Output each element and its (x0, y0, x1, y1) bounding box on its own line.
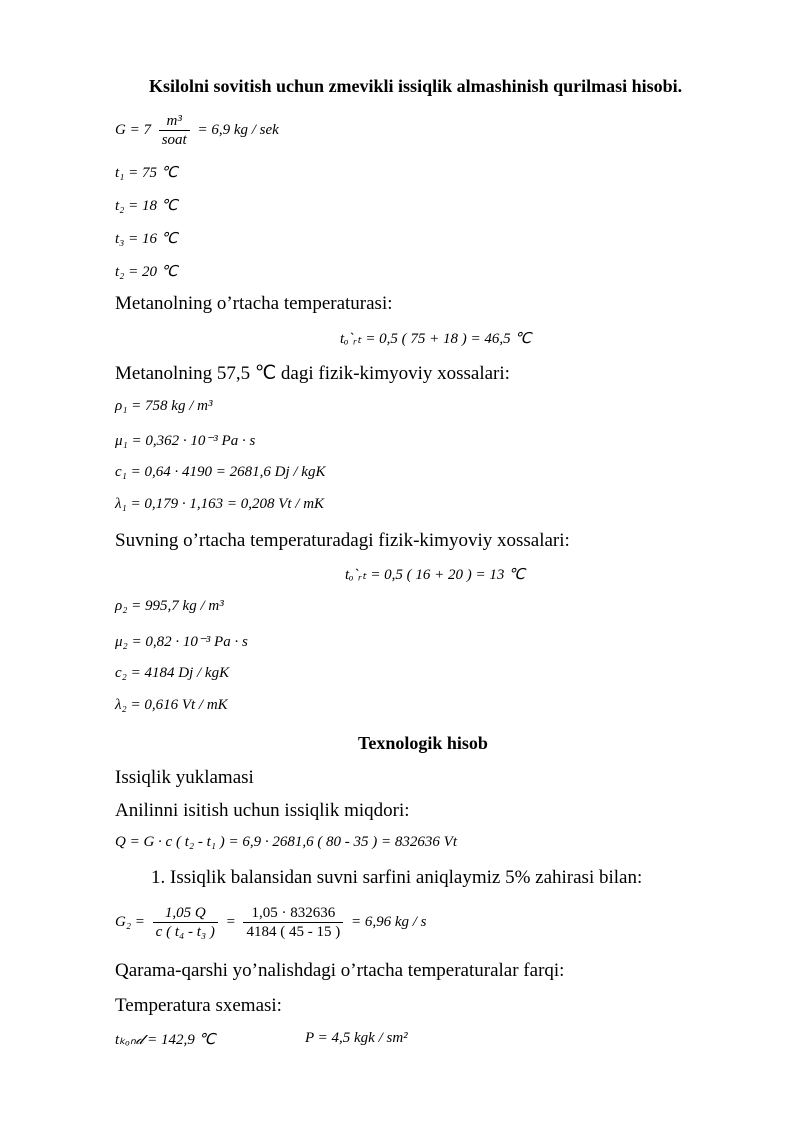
water-flow-rhs: = 6,96 kg / s (350, 913, 427, 930)
section-title: Texnologik hisob (358, 733, 488, 753)
flow-rate-denominator: soat (161, 132, 187, 148)
equation-rho1: ρ₁ = 758 kg / m³ (115, 398, 213, 414)
equation-t2-second: t₂ = 20 ℃ (115, 264, 178, 280)
flow-rate-lhs: G = 7 (115, 121, 151, 138)
aniline-heat-label: Anilinni isitish uchun issiqlik miqdori: (115, 800, 410, 821)
water-flow-denominator-1: c ( t₄ - t₃ ) (155, 924, 215, 940)
equation-lambda1: λ₁ = 0,179 · 1,163 = 0,208 Vt / mK (115, 496, 325, 512)
water-flow-lhs: G₂ = (115, 913, 145, 930)
document-title: Ksilolni sovitish uchun zmevikli issiqlik almashinish qurilmasi hisobi. (149, 76, 683, 96)
list-item-1: 1. Issiqlik balansidan suvni sarfini aniqlaymiz 5% zahirasi bilan: (151, 867, 643, 888)
equation-water-flow (115, 904, 427, 941)
equation-water-average: tₒ`ᵣₜ = 0,5 ( 16 + 20 ) = 13 ℃ (345, 567, 526, 583)
counterflow-label: Qarama-qarshi yo’nalishdagi o’rtacha temperaturalar farqi: (115, 960, 565, 981)
equation-lambda2: λ₂ = 0,616 Vt / mK (115, 697, 228, 713)
equation-c2: c₂ = 4184 Dj / kgK (115, 665, 230, 681)
water-flow-numerator-2: 1,05 · 832636 (243, 904, 343, 923)
water-flow-fraction-2 (243, 904, 343, 941)
water-flow-equals: = (225, 913, 236, 930)
equation-rho2: ρ₂ = 995,7 kg / m³ (115, 598, 224, 614)
equation-t3: t₃ = 16 ℃ (115, 231, 178, 247)
water-flow-numerator-1: 1,05 Q (153, 904, 218, 923)
equation-heat-quantity: Q = G · c ( t₂ - t₁ ) = 6,9 · 2681,6 ( 80 - 35 ) = 832636 Vt (115, 834, 458, 850)
flow-rate-fraction (159, 112, 190, 149)
flow-rate-numerator: m³ (159, 112, 190, 131)
metanol-average-label: Metanolning o’rtacha temperaturasi: (115, 293, 393, 314)
heat-load-label: Issiqlik yuklamasi (115, 767, 254, 788)
equation-c1: c₁ = 0,64 · 4190 = 2681,6 Dj / kgK (115, 464, 326, 480)
metanol-properties-label: Metanolning 57,5 ℃ dagi fizik-kimyoviy xossalari: (115, 363, 510, 384)
equation-pressure: P = 4,5 kgk / sm² (305, 1030, 408, 1046)
equation-metanol-average: tₒ`ᵣₜ = 0,5 ( 75 + 18 ) = 46,5 ℃ (340, 331, 532, 347)
equation-mu2: μ₂ = 0,82 · 10⁻³ Pa · s (115, 634, 248, 650)
equation-t1: t₁ = 75 ℃ (115, 165, 178, 181)
equation-flow-rate (115, 112, 279, 149)
equation-t2: t₂ = 18 ℃ (115, 198, 178, 214)
water-properties-label: Suvning o’rtacha temperaturadagi fizik-kimyoviy xossalari: (115, 530, 570, 551)
equation-condensation-temp: tₖₒₙ𝒹 = 142,9 ℃ (115, 1032, 216, 1048)
water-flow-fraction-1 (153, 904, 218, 941)
temperature-scheme-label: Temperatura sxemasi: (115, 995, 282, 1016)
flow-rate-rhs: = 6,9 kg / sek (197, 121, 279, 138)
equation-mu1: μ₁ = 0,362 · 10⁻³ Pa · s (115, 433, 256, 449)
water-flow-denominator-2: 4184 ( 45 - 15 ) (246, 924, 341, 940)
